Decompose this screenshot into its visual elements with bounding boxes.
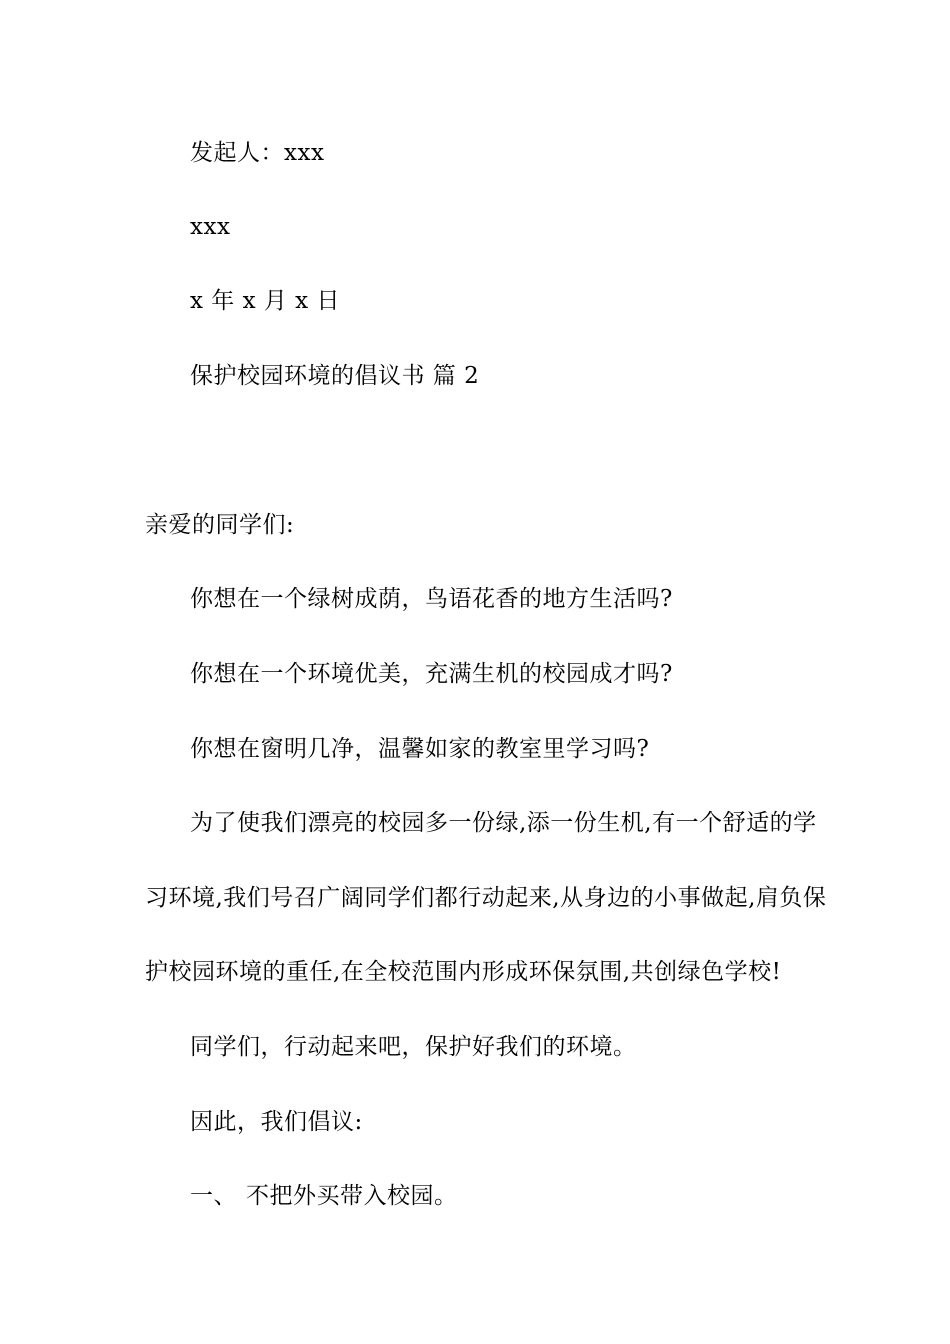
salutation: 亲爱的同学们: (145, 512, 295, 538)
section-title: 保护校园环境的倡议书 篇 2 (190, 363, 480, 389)
signature-date: x 年 x 月 x 日 (190, 288, 340, 314)
call-to-action: 同学们，行动起来吧，保护好我们的环境。 (190, 1034, 637, 1060)
proposal-intro: 因此，我们倡议: (190, 1109, 363, 1135)
paragraph-line-3: 护校园环境的重任,在全校范围内形成环保氛围,共创绿色学校! (145, 959, 782, 985)
question-3: 你想在窗明几净，温馨如家的教室里学习吗? (190, 736, 650, 762)
initiator-line: 发起人：xxx (190, 140, 325, 166)
signature-name: xxx (190, 214, 231, 240)
proposal-number: 一、 (190, 1183, 237, 1209)
proposal-text: 不把外买带入校园。 (246, 1183, 458, 1209)
proposal-item-1 (190, 1181, 458, 1211)
question-1: 你想在一个绿树成荫，鸟语花香的地方生活吗? (190, 586, 673, 612)
question-2: 你想在一个环境优美，充满生机的校园成才吗? (190, 661, 673, 687)
paragraph-line-2: 习环境,我们号召广阔同学们都行动起来,从身边的小事做起,肩负保 (145, 885, 827, 911)
paragraph-line-1: 为了使我们漂亮的校园多一份绿,添一份生机,有一个舒适的学 (190, 810, 817, 836)
